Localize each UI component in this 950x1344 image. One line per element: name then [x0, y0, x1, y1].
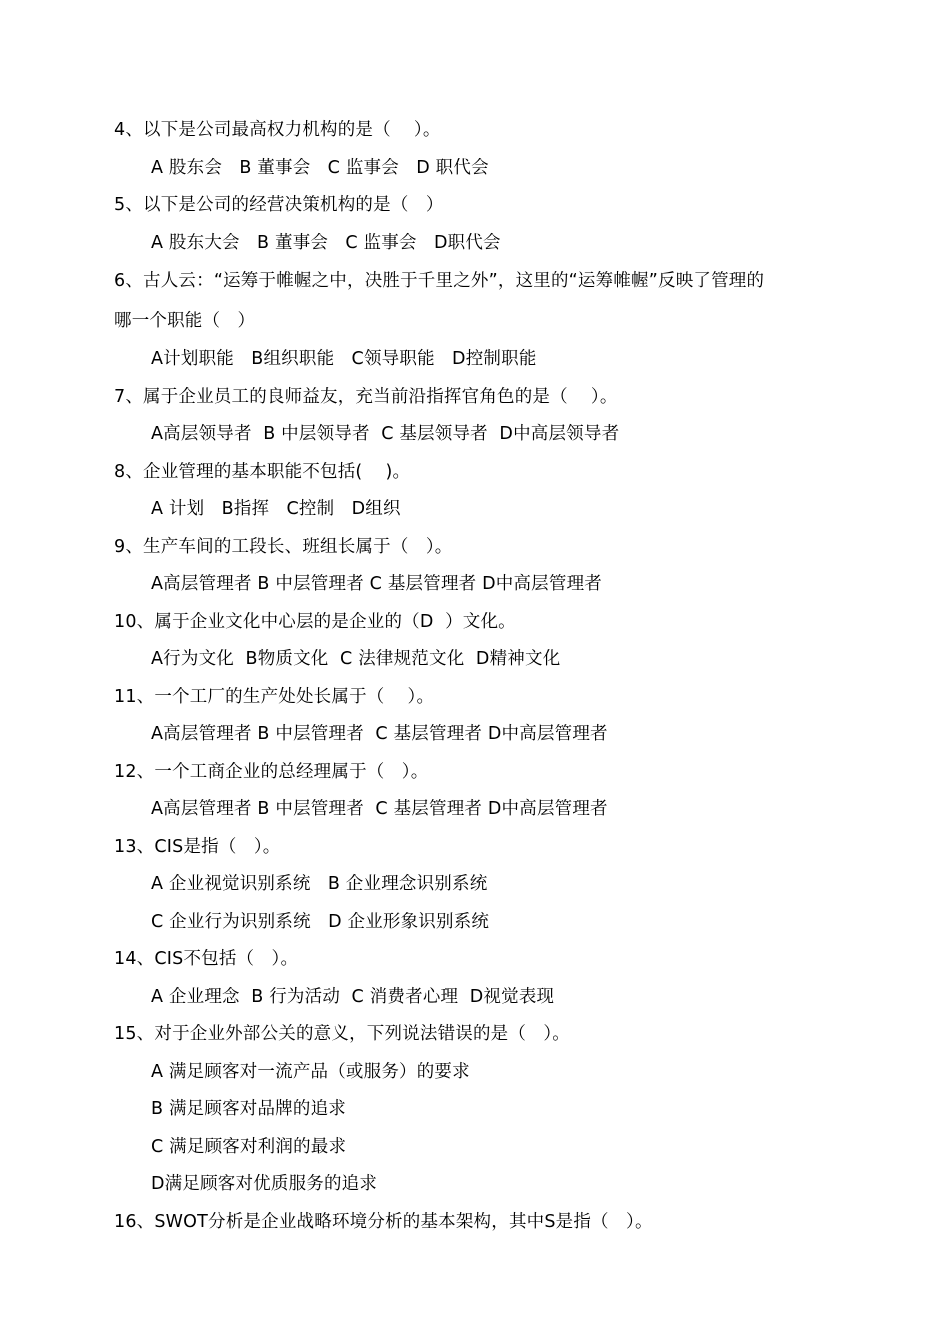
question-9: 9、生产车间的工段长、班组长属于（ ）。	[114, 537, 453, 557]
question-15-option-b: B 满足顾客对品牌的追求	[151, 1099, 346, 1119]
question-4: 4、以下是公司最高权力机构的是（ ）。	[114, 120, 441, 140]
question-15-option-c: C 满足顾客对利润的最求	[151, 1137, 347, 1157]
question-12-options: A高层管理者 B 中层管理者 C 基层管理者 D中高层管理者	[151, 799, 608, 819]
question-10: 10、属于企业文化中心层的是企业的（D ）文化。	[114, 612, 516, 632]
question-7-options: A高层领导者 B 中层领导者 C 基层领导者 D中高层领导者	[151, 424, 620, 444]
question-15: 15、对于企业外部公关的意义，下列说法错误的是（ ）。	[114, 1024, 571, 1044]
question-16: 16、SWOT分析是企业战略环境分析的基本架构，其中S是指（ ）。	[114, 1212, 653, 1232]
question-5: 5、以下是公司的经营决策机构的是（ ）	[114, 195, 444, 215]
question-13-options-row1: A 企业视觉识别系统 B 企业理念识别系统	[151, 874, 488, 894]
question-9-options: A高层管理者 B 中层管理者 C 基层管理者 D中高层管理者	[151, 574, 602, 594]
question-6-continued: 哪一个职能（ ）	[114, 311, 256, 331]
question-14-options: A 企业理念 B 行为活动 C 消费者心理 D视觉表现	[151, 987, 555, 1007]
question-15-option-a: A 满足顾客对一流产品（或服务）的要求	[151, 1062, 470, 1082]
question-6: 6、古人云：“运筹于帷幄之中，决胜于千里之外”，这里的“运筹帷幄”反映了管理的	[114, 271, 765, 291]
question-13-options-row2: C 企业行为识别系统 D 企业形象识别系统	[151, 912, 490, 932]
question-8: 8、企业管理的基本职能不包括( )。	[114, 462, 411, 482]
question-13: 13、CIS是指（ ）。	[114, 837, 281, 857]
question-12: 12、一个工商企业的总经理属于（ ）。	[114, 762, 429, 782]
question-7: 7、属于企业员工的良师益友，充当前沿指挥官角色的是（ ）。	[114, 387, 618, 407]
question-5-options: A 股东大会 B 董事会 C 监事会 D职代会	[151, 233, 501, 253]
question-15-option-d: D满足顾客对优质服务的追求	[151, 1174, 378, 1194]
question-10-options: A行为文化 B物质文化 C 法律规范文化 D精神文化	[151, 649, 561, 669]
question-4-options: A 股东会 B 董事会 C 监事会 D 职代会	[151, 158, 489, 178]
question-11-options: A高层管理者 B 中层管理者 C 基层管理者 D中高层管理者	[151, 724, 608, 744]
question-8-options: A 计划 B指挥 C控制 D组织	[151, 499, 401, 519]
question-11: 11、一个工厂的生产处处长属于（ ）。	[114, 687, 435, 707]
question-14: 14、CIS不包括（ ）。	[114, 949, 299, 969]
question-6-options: A计划职能 B组织职能 C领导职能 D控制职能	[151, 349, 537, 369]
